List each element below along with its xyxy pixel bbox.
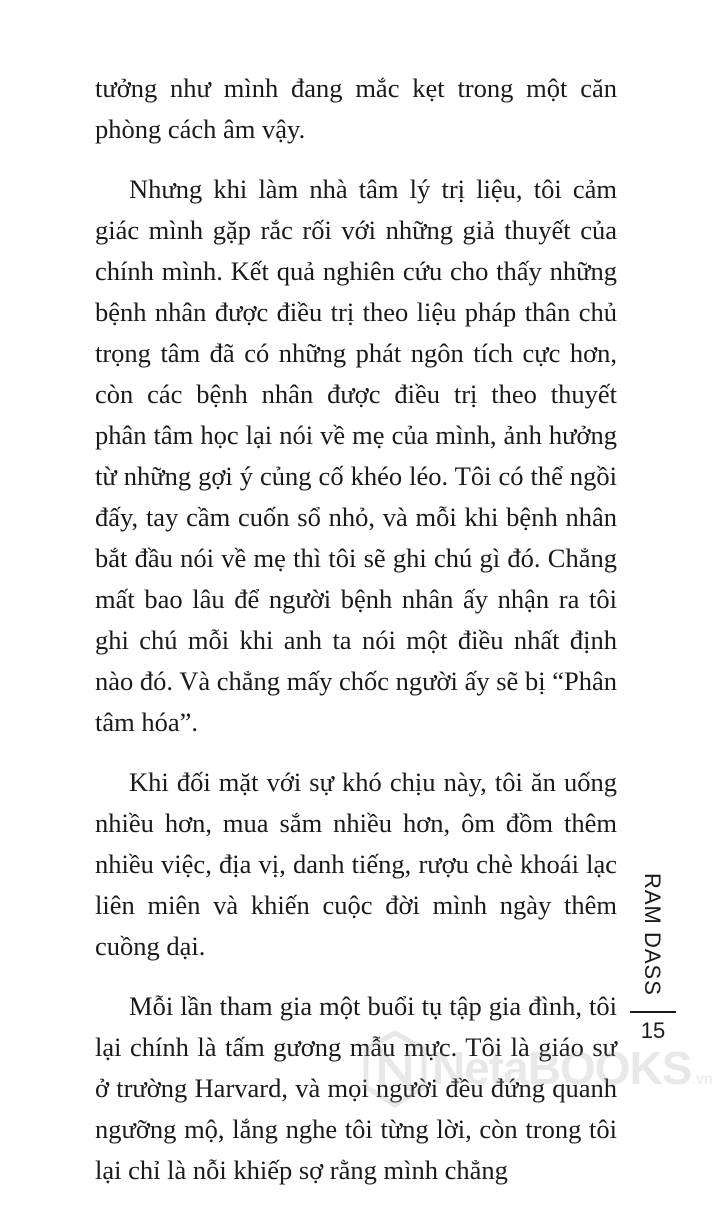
body-text bbox=[95, 68, 617, 1210]
running-head-author: RAM DASS bbox=[640, 873, 665, 996]
paragraph-continuation: tưởng như mình đang mắc kẹt trong một căn phòng cách âm vậy. bbox=[95, 73, 617, 144]
watermark-brand: NetaBOOKS bbox=[432, 1042, 692, 1094]
watermark-suffix: .vn bbox=[691, 1071, 713, 1088]
folio-divider bbox=[630, 1011, 676, 1013]
paragraph: Khi đối mặt với sự khó chịu này, tôi ăn uống nhiều hơn, mua sắm nhiều hơn, ôm đồm thêm nhiều việc, địa vị, danh tiếng, rượu chè khoái lạc liên miên và khiến cuộc đời mình ngày thêm cuồng dại. bbox=[95, 767, 617, 961]
paragraph: Mỗi lần tham gia một buổi tụ tập gia đình, tôi lại chính là tấm gương mẫu mực. Tôi là giáo sư ở trường Harvard, và mọi người đều đứng quanh ngưỡng mộ, lắng nghe tôi từng lời, còn trong tôi lại chỉ là nỗi khiếp sợ rằng mình chẳng bbox=[95, 991, 617, 1185]
paragraph: Nhưng khi làm nhà tâm lý trị liệu, tôi cảm giác mình gặp rắc rối với những giả thuyết của chính mình. Kết quả nghiên cứu cho thấy những bệnh nhân được điều trị theo liệu pháp thân chủ trọng tâm đã có những phát ngôn tích cực hơn, còn các bệnh nhân được điều trị theo thuyết phân tâm học lại nói về mẹ của mình, ảnh hưởng từ những gợi ý củng cố khéo léo. Tôi có thể ngồi đấy, tay cầm cuốn sổ nhỏ, và mỗi khi bệnh nhân bắt đầu nói về mẹ thì tôi sẽ ghi chú gì đó. Chẳng mất bao lâu để người bệnh nhân ấy nhận ra tôi ghi chú mỗi khi anh ta nói một điều nhất định nào đó. Và chẳng mấy chốc người ấy sẽ bị “Phân tâm hóa”. bbox=[95, 174, 617, 737]
page-number: 15 bbox=[640, 1018, 666, 1043]
